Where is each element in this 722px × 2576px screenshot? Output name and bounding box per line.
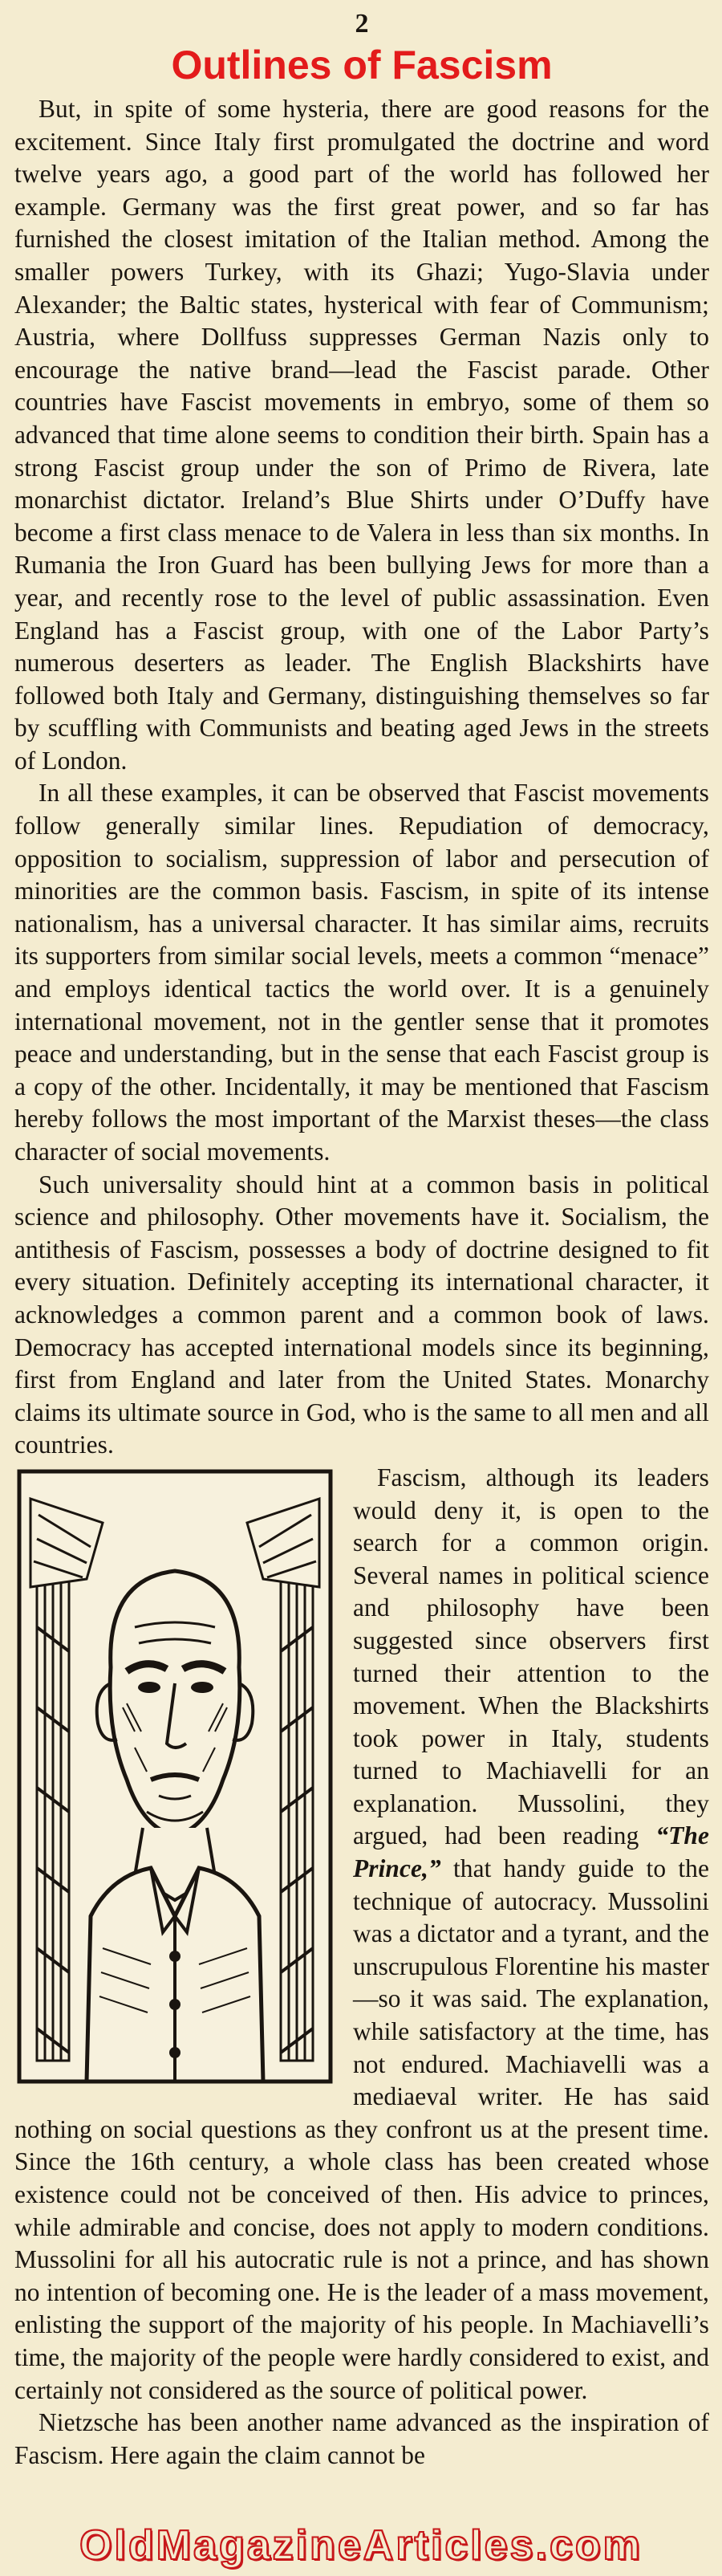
paragraph-2: In all these examples, it can be observed that Fascist movements follow generally similar lines. Repudiation of democracy, opposition to socialism, suppression of labor and persecution of minorities are the common basis. Fascism, in spite of its intense nationalism, has a universal character. It has similar aims, recruits its supporters from similar social levels, meets a common “menace” and employs identical tactics the world over. It is a genuinely international movement, not in the gentler sense that it promotes peace and understanding, but in the sense that each Fascist group is a copy of the other. Incidentally, it may be mentioned that Fascism hereby follows the most important of the Marxist theses—the class character of social movements.	[14, 779, 709, 1166]
article-page	[14, 0, 709, 2576]
mussolini-portrait-illustration	[14, 1467, 335, 2086]
book-title-the-prince: “The Prince,”	[353, 1821, 709, 1883]
paragraph-3: Such universality should hint at a common basis in political science and philosophy. Other movements have it. Socialism, the antithesis of Fascism, possesses a body of doctrine designed to fit every situation. Definitely accepting its international character, it acknowledges a common parent and a common book of laws. Democracy has accepted international models since its beginning, first from England and later from the United States. Monarchy claims its ultimate source in God, who is the same to all men and all countries.	[14, 1170, 709, 1459]
article-body	[14, 93, 709, 2472]
paragraph-5: Nietzsche has been another name advanced as the inspiration of Fascism. Here again the claim cannot be	[14, 2408, 709, 2469]
paragraph-1: But, in spite of some hysteria, there are good reasons for the excitement. Since Italy first promulgated the doctrine and word twelve years ago, a good part of the world has followed her example. Germany was the first great power, and so far has furnished the closest imitation of the Italian method. Among the smaller powers Turkey, with its Ghazi; Yugo-Slavia under Alexander; the Baltic states, hysterical with fear of Communism; Austria, where Dollfuss suppresses German Nazis only to encourage the native brand—lead the Fascist parade. Other countries have Fascist movements in embryo, some of them so advanced that time alone seems to condition their birth. Spain has a strong Fascist group under the son of Primo de Rivera, late monarchist dictator. Ireland’s Blue Shirts under O’Duffy have become a first class menace to de Valera in less than six months. In Rumania the Iron Guard has been bullying Jews for more than a year, and recently rose to the level of public assassination. Even England has a Fascist group, with one of the Labor Party’s numerous deserters as leader. The English Blackshirts have followed both Italy and Germany, distinguishing themselves so far by scuffling with Communists and beating aged Jews in the streets of London.	[14, 95, 709, 775]
site-watermark-banner: OldMagazineArticles.com	[79, 2522, 643, 2569]
page-number: 2	[355, 9, 369, 39]
paragraph-4-end: that handy guide to the technique of autocracy. Mussolini was a dictator and a tyrant, and the unscrupulous Florentine his master—so it was said. The explanation, while satisfactory at the time, has not endured. Machiavelli was a mediaeval writer. He has said nothing on social questions as they confront us at the present time. Since the 16th century, a whole class has been created whose existence could not be conceived of then. His advice to princes, while admirable and concise, does not apply to modern conditions. Mussolini for all his autocratic rule is not a prince, and has shown no intention of becoming one. He is the leader of a mass movement, enlisting the support of the majority of his people. In Machiavelli’s time, the majority of the people were hardly considered to exist, and certainly not considered as the source of political power.	[14, 1854, 709, 2404]
paragraph-3-lead	[14, 1169, 709, 1462]
paragraph-4-start: Fascism, although its leaders would deny it, is open to the search for a common origin. Several names in political science and philosophy have been suggested since observers first turned their attention to the movement. When the Blackshirts took power in Italy, students turned to Machiavelli for an explanation. Mussolini, they argued, had been reading	[353, 1463, 709, 1850]
portrait-drawing	[14, 1467, 335, 2086]
article-headline: Outlines of Fascism	[171, 43, 553, 87]
